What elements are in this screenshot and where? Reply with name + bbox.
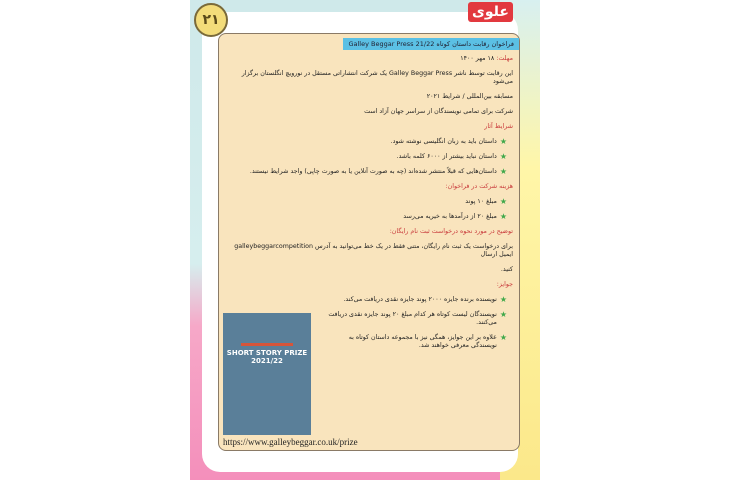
section-title: هزینه شرکت در فراخوان: <box>445 183 513 190</box>
section-title: شرایط آثار <box>484 123 513 130</box>
book-cover-image <box>223 313 311 435</box>
star-icon: ★ <box>499 137 507 146</box>
list-item: ★ نویسنده برنده جایزه ۲۰۰۰ پوند جایزه نقدی دریافت می‌کند. <box>343 295 507 304</box>
deadline-label: مهلت: <box>496 55 513 62</box>
star-icon: ★ <box>499 197 507 206</box>
prize-link[interactable]: https://www.galleybeggar.co.uk/prize <box>223 437 358 447</box>
list-item: ★ مبلغ ۱۰ پوند <box>465 197 507 206</box>
article-title: فراخوان رقابت داستان کوتاه Galley Beggar Press 21/22 <box>343 38 519 50</box>
section-title: جوایز: <box>496 281 513 288</box>
magazine-page <box>190 0 540 480</box>
star-icon: ★ <box>499 295 507 304</box>
intro: این رقابت توسط ناشر Galley Beggar Press یک شرکت انتشاراتی مستقل در نورویچ انگلستان برگزار می‌شود <box>241 70 513 85</box>
list-item: ★ داستان نباید بیشتر از ۶۰۰۰ کلمه باشد. <box>396 152 507 161</box>
page-number: ۲۱ <box>194 3 228 37</box>
star-icon: ★ <box>499 212 507 221</box>
info-line: مسابقه بین‌المللی / شرایط ۲۰۲۱ <box>426 93 513 100</box>
info-line: شرکت برای تمامی نویسندگان از سراسر جهان آزاد است <box>364 108 513 115</box>
list-item: ★ مبلغ ۲۰ از درآمدها به خیریه می‌رسد <box>403 212 507 221</box>
article-box <box>218 33 520 451</box>
free-text-cont: کنید. <box>500 266 513 273</box>
list-item: ★ داستان باید به زبان انگلیسی نوشته شود. <box>390 137 507 146</box>
list-item: ★ داستان‌هایی که قبلاً منتشر شده‌اند (چه به صورت آنلاین یا به صورت چاپی) واجد شرایط نیستند. <box>249 167 507 176</box>
free-text: برای درخواست یک ثبت نام رایگان، متنی فقط در یک خط می‌توانید به آدرس galleybeggarcompetition ایمیل ارسال <box>234 243 513 258</box>
cover-title: SHORT STORY PRIZE 2021/22 <box>226 349 308 365</box>
brand-logo: علوی <box>468 2 513 22</box>
star-icon: ★ <box>499 310 507 319</box>
deadline: ۱۸ مهر ۱۴۰۰ <box>460 55 495 62</box>
star-icon: ★ <box>499 152 507 161</box>
list-item: ★ علاوه بر این جوایز، همگی نیز با مجموعه داستان کوتاه به نویسندگی معرفی خواهند شد. <box>348 333 507 349</box>
star-icon: ★ <box>499 333 507 342</box>
section-title: توضیح در مورد نحوه درخواست ثبت نام رایگان: <box>389 228 513 235</box>
list-item: ★ نویسندگان لیست کوتاه هر کدام مبلغ ۲۰ پوند جایزه نقدی دریافت می‌کنند. <box>328 310 507 326</box>
star-icon: ★ <box>499 167 507 176</box>
cover-accent-bar <box>241 343 293 346</box>
